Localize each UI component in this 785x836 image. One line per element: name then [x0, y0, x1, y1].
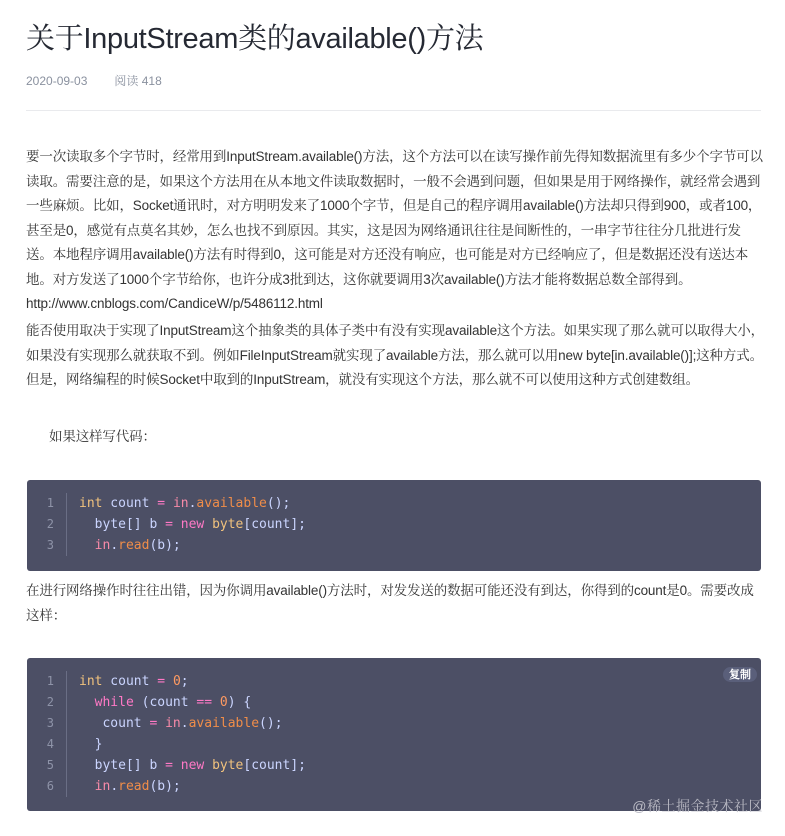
code-token [204, 758, 212, 773]
code-text [67, 692, 251, 713]
code-token: (b); [149, 538, 181, 553]
code-token: (b); [149, 779, 181, 794]
code-block-2 [27, 658, 761, 811]
code-token: } [79, 737, 103, 752]
code-token [212, 695, 220, 710]
code-token [79, 538, 95, 553]
code-text [67, 776, 181, 797]
code-token [173, 517, 181, 532]
code-token: . [180, 716, 189, 731]
code-token: = [165, 517, 173, 532]
code-token: read [118, 779, 150, 794]
code-token [165, 496, 173, 511]
code-line [27, 514, 761, 535]
code-token [204, 517, 212, 532]
code-line [27, 713, 761, 734]
paragraph-fix-lead: 在进行网络操作时往往出错，因为你调用available()方法时，对发发送的数据可能还没有到达，你得到的count是0。需要改成这样： [26, 583, 754, 623]
code-line [27, 692, 761, 713]
code-token [165, 674, 173, 689]
copy-code-button[interactable]: 复制 [723, 667, 757, 682]
line-number: 1 [27, 493, 67, 514]
code-text [67, 535, 181, 556]
line-number: 3 [27, 535, 67, 556]
code-token [157, 716, 165, 731]
code-token: while [94, 695, 134, 710]
code-token: (); [266, 496, 291, 511]
code-token: in [94, 538, 111, 553]
paragraph-implementation: 能否使用取决于实现了InputStream这个抽象类的具体子类中有没有实现available这个方法。如果实现了那么就可以取得大小，如果没有实现那么就获取不到。例如FileInputStream就实现了available方法，那么就可以用new byte[in.available()];这种方式。但是，网络编程的时候Socket中取到的InputStream，就没有实现这个方法，那么就不可以使用这种方式创建数组。 [26, 323, 764, 387]
line-number: 4 [27, 734, 67, 755]
header-divider [26, 110, 761, 111]
code-token: = [149, 716, 158, 731]
code-line [27, 734, 761, 755]
code-token: count [79, 716, 150, 731]
code-token: == [196, 695, 213, 710]
code-token: . [188, 496, 197, 511]
code-block-1 [27, 480, 761, 571]
code-token: ; [180, 674, 189, 689]
code-token: int [79, 496, 103, 511]
code-line [27, 671, 761, 692]
code-token: read [118, 538, 150, 553]
site-watermark: @稀土掘金技术社区 [632, 798, 763, 814]
code-text [67, 734, 102, 755]
line-number: 3 [27, 713, 67, 734]
line-number: 5 [27, 755, 67, 776]
code-token: byte[] b [79, 758, 166, 773]
code-token: count [102, 674, 158, 689]
line-number: 1 [27, 671, 67, 692]
code-token: byte[] b [79, 517, 166, 532]
code-line [27, 776, 761, 797]
article-meta [26, 72, 162, 90]
code-token: in [165, 716, 181, 731]
code-token: (count [133, 695, 197, 710]
line-number: 2 [27, 692, 67, 713]
code-text [67, 514, 306, 535]
code-token: available [196, 496, 267, 511]
code-token: new [180, 758, 205, 773]
code-token: = [157, 496, 166, 511]
paragraph-available-intro: 要一次读取多个字节时，经常用到InputStream.available()方法，这个方法可以在读写操作前先得知数据流里有多少个字节可以读取。需要注意的是，如果这个方法用在从本地文件读取数据时，一般不会遇到问题，但如果是用于网络操作，就经常会遇到一些麻烦。比如，Socket通讯时，对方明明发来了1000个字节，但是自己的程序调用available()方法却只得到900，或者100，甚至是0，感觉有点莫名其妙，怎么也找不到原因。其实，这是因为网络通讯往往是间断性的，一串字节往往分几批进行发送。本地程序调用available()方法有时得到0，这可能是对方还没有响应，也可能是对方已经响应了，但是数据还没有送达本地。对方发送了1000个字节给你，也许分成3批到达，这你就要调用3次available()方法才能将数据总数全部得到。 http://www.cnblogs.com/CandiceW/p/5486112.html [26, 149, 763, 311]
line-number: 2 [27, 514, 67, 535]
code-token: byte [212, 758, 244, 773]
code-token: [count]; [243, 517, 306, 532]
code-line [27, 755, 761, 776]
code-token: new [180, 517, 205, 532]
code-token: . [110, 779, 119, 794]
code-text [67, 713, 283, 734]
code-token: available [188, 716, 260, 731]
code-token: 0 [172, 674, 181, 689]
code-token: = [165, 758, 173, 773]
code-token: in [172, 496, 189, 511]
code-token: count [102, 496, 158, 511]
code-token [173, 758, 181, 773]
read-count: 阅读 418 [114, 74, 162, 88]
code-token: byte [212, 517, 244, 532]
code-line [27, 535, 761, 556]
code-token: [count]; [243, 758, 306, 773]
publish-date: 2020-09-03 [26, 74, 88, 88]
code-text [67, 671, 189, 692]
code-token [79, 695, 95, 710]
code-token: in [94, 779, 111, 794]
paragraph-code-lead: 如果这样写代码： [49, 429, 156, 444]
code-token [79, 779, 95, 794]
code-token: 0 [219, 695, 228, 710]
code-token: int [79, 674, 103, 689]
code-token: ) { [227, 695, 252, 710]
code-token: . [110, 538, 119, 553]
code-token: (); [259, 716, 283, 731]
code-line [27, 493, 761, 514]
article-title: 关于InputStream类的available()方法 [26, 23, 484, 55]
code-text [67, 755, 306, 776]
code-text [67, 493, 290, 514]
code-token: = [157, 674, 166, 689]
line-number: 6 [27, 776, 67, 797]
